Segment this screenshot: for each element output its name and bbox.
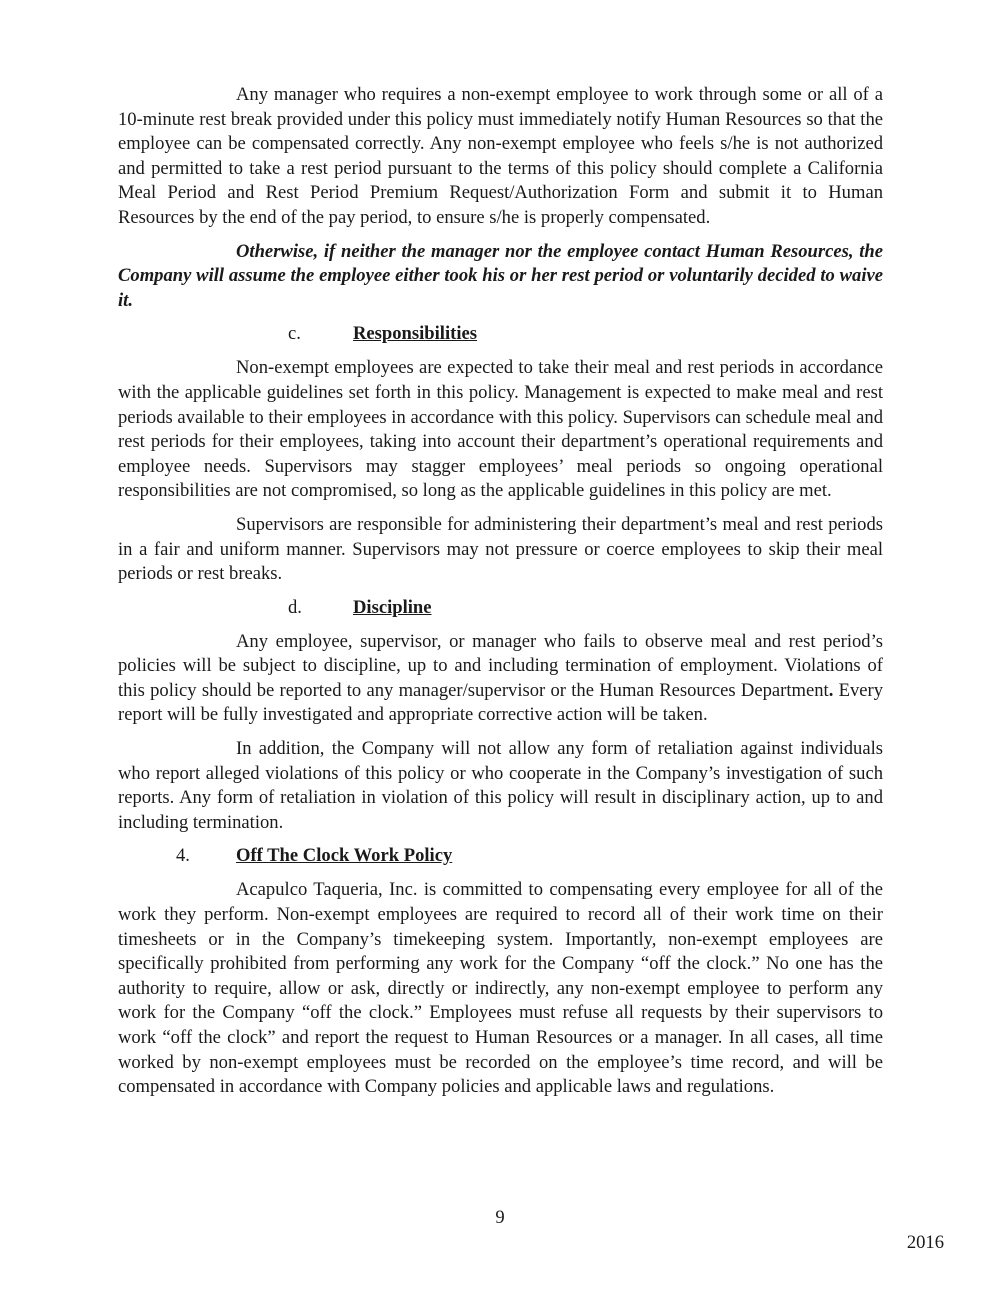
discipline-paragraph-2: In addition, the Company will not allow any form of retaliation against individuals who report alleged violations of this policy or who cooperate in the Company’s investigation of such reports. Any form of retaliation in violation of this policy will result in disciplinary action, up to and including termination.: [118, 738, 883, 833]
discipline-paragraph-1-text: Any employee, supervisor, or manager who fails to observe meal and rest period’s policies will be subject to discipline, up to and including termination of employment. Violations of this policy should be reported to any manager/supervisor or the Human Resources Department: [118, 630, 883, 701]
discipline-paragraph-1: [118, 630, 883, 728]
off-the-clock-heading: [118, 844, 883, 869]
footer-year: 2016: [906, 1232, 944, 1253]
discipline-paragraph-1-continuation: Every report will be fully investigated and appropriate corrective action will be taken.: [118, 679, 884, 726]
otherwise-notice-paragraph: Otherwise, if neither the manager nor the employee contact Human Resources, the Company will assume the employee either took his or her rest period or voluntarily decided to waive it.: [118, 240, 883, 311]
off-the-clock-heading-title: Off The Clock Work Policy: [236, 845, 453, 867]
responsibilities-heading-title: Responsibilities: [353, 323, 477, 345]
discipline-heading-label: d.: [288, 596, 302, 618]
responsibilities-heading: [118, 322, 883, 347]
responsibilities-paragraph-2: Supervisors are responsible for administering their department’s meal and rest periods in a fair and uniform manner. Supervisors may not pressure or coerce employees to skip their meal periods or rest breaks.: [118, 513, 883, 585]
responsibilities-paragraph-1: Non-exempt employees are expected to take their meal and rest periods in accordance with the applicable guidelines set forth in this policy. Management is expected to make meal and rest periods available to their employees in accordance with this policy. Supervisors can schedule meal and rest periods for their employees, taking into account their department’s operational requirements and employee needs. Supervisors may stagger employees’ meal periods so ongoing operational responsibilities are not compromised, so long as the applicable guidelines in this policy are met.: [118, 357, 883, 502]
discipline-heading: [118, 596, 883, 621]
off-the-clock-heading-label: 4.: [176, 845, 190, 867]
off-the-clock-paragraph: Acapulco Taqueria, Inc. is committed to compensating every employee for all of the work they perform. Non-exempt employees are required to record all of their work time on their timesheets or in the Company’s timekeeping system. Importantly, non-exempt employees are specifically prohibited from performing any work for the Company “off the clock.” No one has the authority to require, allow or ask, directly or indirectly, any non-exempt employee to perform any work for the Company “off the clock.” Employees must refuse all requests by their supervisors to work “off the clock” and report the request to Human Resources or a manager. In all cases, all time worked by non-exempt employees must be recorded on the employee’s time record, and will be compensated in accordance with Company policies and applicable laws and regulations.: [118, 879, 883, 1098]
page-body: [118, 83, 883, 1100]
rest-break-notice-paragraph: Any manager who requires a non-exempt employee to work through some or all of a 10-minute rest break provided under this policy must immediately notify Human Resources so that the employee can be compensated correctly. Any non-exempt employee who feels s/he is not authorized and permitted to take a rest period pursuant to the terms of this policy should complete a California Meal Period and Rest Period Premium Request/Authorization Form and submit it to Human Resources by the end of the pay period, to ensure s/he is properly compensated.: [118, 84, 883, 228]
discipline-heading-title: Discipline: [353, 596, 432, 618]
discipline-paragraph-1-bold-period: .: [828, 679, 834, 701]
page-number: 9: [495, 1207, 505, 1228]
responsibilities-heading-label: c.: [288, 323, 301, 345]
